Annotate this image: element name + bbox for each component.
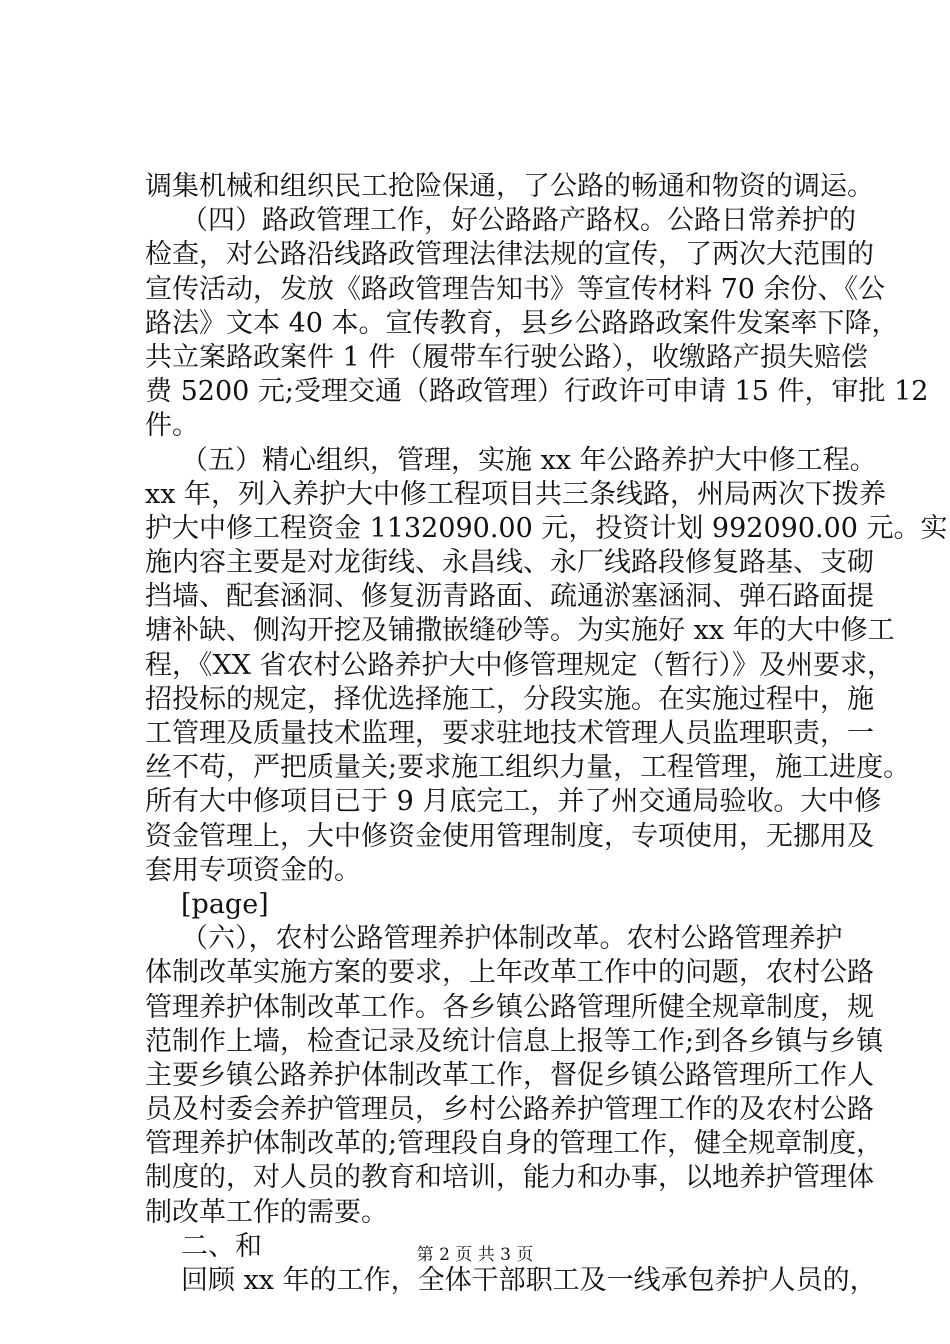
text-line: 制度的，对人员的教育和培训，能力和办事，以地养护管理体 (145, 1162, 874, 1194)
text-line: 制改革工作的需要。 (145, 1196, 388, 1228)
text-line: 员及村委会养护管理员，乡村公路养护管理工作的及农村公路 (145, 1094, 874, 1126)
text-line: 护大中修工程资金 1132090.00 元，投资计划 992090.00 元。实 (145, 512, 948, 544)
text-line: 主要乡镇公路养护体制改革工作，督促乡镇公路管理所工作人 (145, 1059, 874, 1091)
text-line: 资金管理上，大中修资金使用管理制度，专项使用，无挪用及 (145, 820, 874, 852)
text-line: 路法》文本 40 本。宣传教育，县乡公路路政案件发案率下降， (145, 307, 899, 339)
text-line: 费 5200 元;受理交通（路政管理）行政许可申请 15 件，审批 12 (145, 376, 929, 408)
text-line: 件。 (145, 410, 199, 442)
text-line: 回顾 xx 年的工作，全体干部职工及一线承包养护人员的， (181, 1265, 877, 1296)
text-line: （六），农村公路管理养护体制改革。农村公路管理养护 (181, 923, 843, 955)
text-line: 塘补缺、侧沟开挖及铺撒嵌缝砂等。为实施好 xx 年的大中修工 (145, 615, 895, 647)
text-line: 宣传活动，发放《路政管理告知书》等宣传材料 70 余份、《公 (145, 273, 886, 305)
text-line: 管理养护体制改革的;管理段自身的管理工作，健全规章制度， (145, 1128, 884, 1160)
text-line: 工管理及质量技术监理，要求驻地技术管理人员监理职责，一 (145, 718, 874, 749)
text-line: 体制改革实施方案的要求，上年改革工作中的问题，农村公路 (145, 957, 874, 989)
text-line: 调集机械和组织民工抢险保通，了公路的畅通和物资的调运。 (145, 171, 874, 202)
text-line: 施内容主要是对龙街线、永昌线、永厂线路段修复路基、支砌 (145, 547, 874, 579)
text-line: （五）精心组织，管理，实施 xx 年公路养护大中修工程。 (181, 444, 877, 476)
text-line: 共立案路政案件 1 件（履带车行驶公路），收缴路产损失赔偿 (145, 341, 868, 373)
text-line: 检查，对公路沿线路政管理法律法规的宣传，了两次大范围的 (145, 239, 874, 271)
section-heading: 二、和 (181, 1230, 262, 1262)
page-marker: [page] (181, 888, 269, 920)
text-line: 套用专项资金的。 (145, 854, 361, 886)
text-line: 丝不苟，严把质量关;要求施工组织力量，工程管理，施工进度。 (145, 752, 911, 784)
text-line: 程，《XX 省农村公路养护大中修管理规定（暂行）》及州要求， (145, 649, 895, 681)
page-footer: 第 2 页 共 3 页 (416, 1245, 534, 1265)
text-line: 招投标的规定，择优选择施工，分段实施。在实施过程中，施 (145, 683, 874, 715)
text-line: （四）路政管理工作，好公路路产路权。公路日常养护的 (181, 205, 856, 237)
text-line: 范制作上墙，检查记录及统计信息上报等工作;到各乡镇与乡镇 (145, 1025, 884, 1057)
text-line: xx 年，列入养护大中修工程项目共三条线路，州局两次下拨养 (145, 478, 887, 510)
text-line: 管理养护体制改革工作。各乡镇公路管理所健全规章制度，规 (145, 991, 874, 1023)
document-body (145, 170, 948, 1298)
text-line: 挡墙、配套涵洞、修复沥青路面、疏通淤塞涵洞、弹石路面提 (145, 581, 874, 613)
text-line: 所有大中修项目已于 9 月底完工，并了州交通局验收。大中修 (145, 786, 882, 818)
